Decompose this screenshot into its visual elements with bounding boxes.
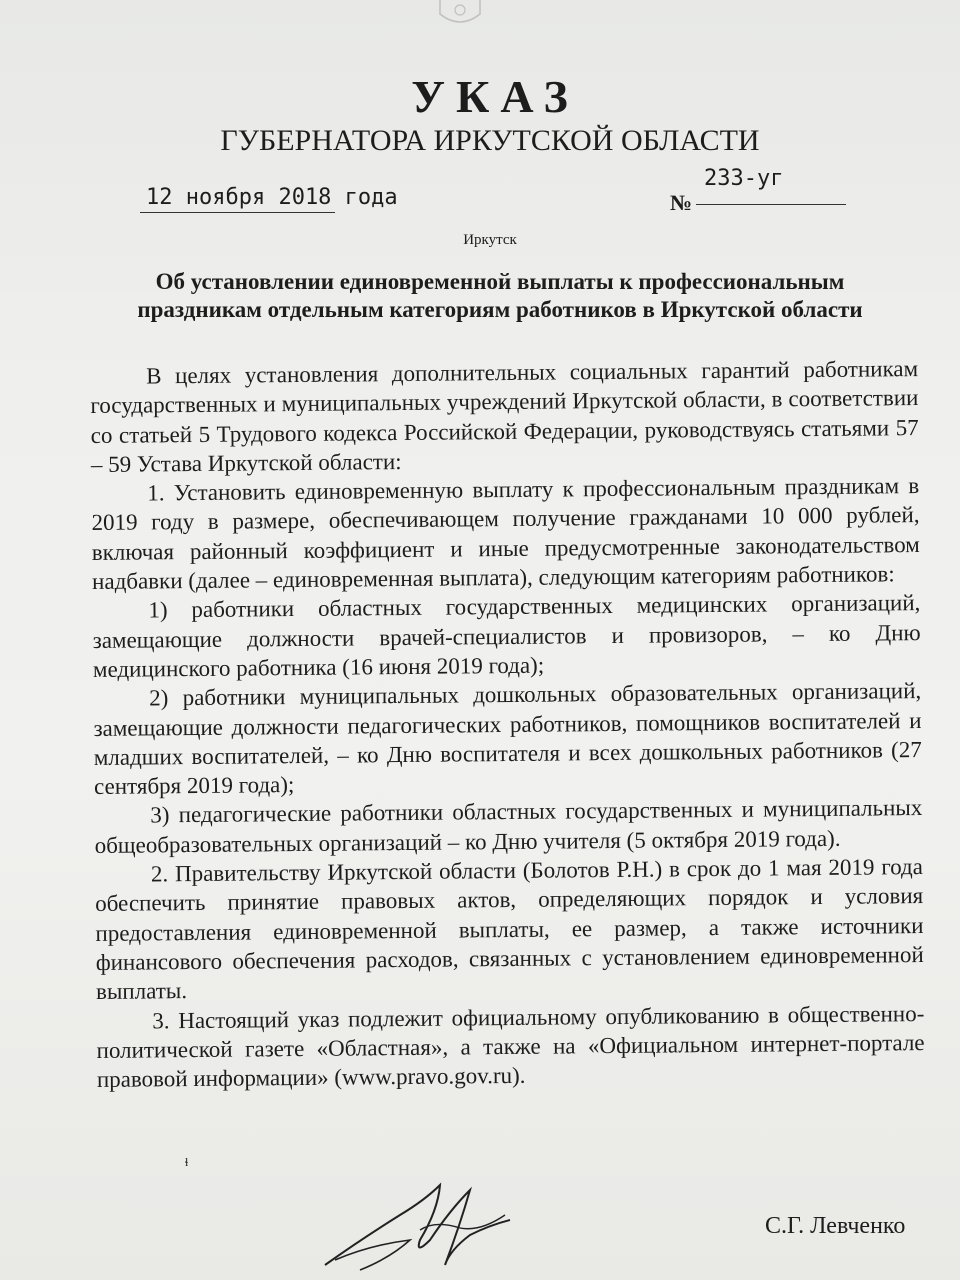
clause-1-item-1: 1) работники областных государственных медицинских организаций, замещающие должности врачей-специалистов и провизоров, – ко Дню медицинского работника (16 июня 2019 года); (92, 590, 921, 682)
city: Иркутск (463, 232, 517, 248)
date-underline (140, 212, 335, 213)
number-underline (696, 204, 846, 205)
pen-mark-icon: ɬ (185, 1155, 189, 1169)
decree-heading: Об установлении единовременной выплаты к профессиональным праздникам отдельным категориям работников в Иркутской области (137, 269, 863, 322)
clause-2: 2. Правительству Иркутской области (Болотов Р.Н.) в срок до 1 мая 2019 года обеспечить принятие правовых актов, определяющих порядок и условия предоставления единовременной выплаты, ее размер, а также источники финансового обеспечения расходов, связанных с установлением единовременной выплаты. (95, 854, 924, 1005)
clause-1-item-2: 2) работники муниципальных дошкольных образовательных организаций, замещающие должности педагогических работников, помощников воспитателей и младших воспитателей, – ко Дню воспитателя и всех дошкольных работников (27 сентября 2019 года); (93, 678, 922, 800)
decree-number: 233-уг (704, 166, 784, 191)
decree-body (90, 354, 925, 1094)
clause-3: 3. Настоящий указ подлежит официальному опубликованию в общественно-политической газете «Областная», а также на «Официальном интернет-портале правовой информации» (www.pravo.gov.ru). (96, 1000, 925, 1093)
signer-name: С.Г. Левченко (765, 1213, 906, 1239)
handwritten-signature (320, 1170, 520, 1280)
document-title: УКАЗ (411, 71, 579, 122)
document-subtitle: ГУБЕРНАТОРА ИРКУТСКОЙ ОБЛАСТИ (220, 124, 760, 157)
decree-number-label: № (670, 190, 693, 215)
clause-1: 1. Установить единовременную выплату к профессиональным праздникам в 2019 году в размере, обеспечивающем получение гражданами 10 000 рублей, включая районный коэффициент и иные предусмотренные законодательством надбавки (далее – единовременная выплата), следующим категориям работников: (91, 473, 920, 595)
decree-date: 12 ноября 2018 года (146, 185, 398, 210)
coat-of-arms-icon (430, 0, 490, 30)
clause-1-item-3: 3) педагогические работники областных государственных и муниципальных общеобразовательных организаций – ко Дню учителя (5 октября 2019 года). (94, 795, 923, 858)
preamble: В целях установления дополнительных социальных гарантий работникам государственных и муниципальных учреждений Иркутской области, в соответствии со статьей 5 Трудового кодекса Российской Федерации, руководствуясь статьями 57 – 59 Устава Иркутской области: (90, 356, 919, 477)
